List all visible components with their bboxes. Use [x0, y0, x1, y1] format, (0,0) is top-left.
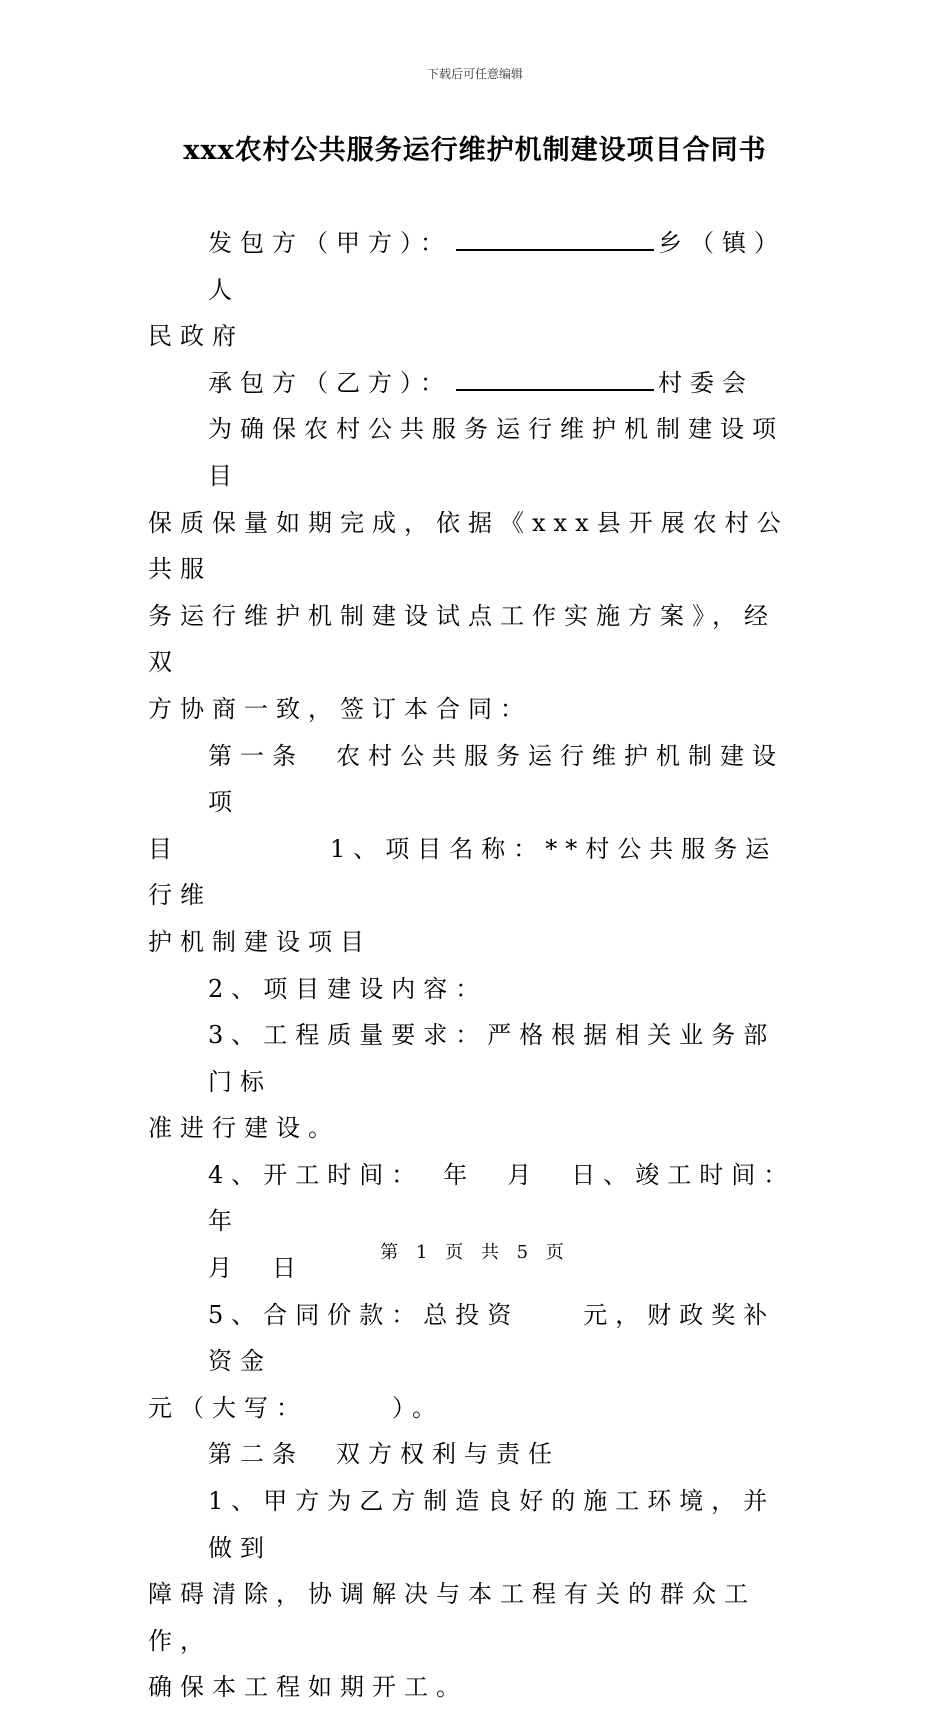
intro-line-2: 保质保量如期完成，依据《xxx县开展农村公共服	[148, 508, 789, 584]
article-2-item-1: 1、甲方为乙方制造良好的施工环境，并做到	[208, 1487, 776, 1562]
intro-line-4: 方协商一致，签订本合同：	[148, 694, 532, 723]
party-a-suffix: 乡（镇）人	[208, 229, 786, 304]
article-1-item-1-cont: 护机制建设项目	[148, 927, 372, 956]
intro-line-1: 为确保农村公共服务运行维护机制建设项目	[208, 415, 784, 490]
article-2-item-1-cont-2: 确保本工程如期开工。	[148, 1673, 468, 1702]
article-1-item-3: 3、工程质量要求：严格根据相关业务部门标	[208, 1021, 776, 1096]
intro-line-3: 务运行维护机制建设试点工作实施方案》，经双	[148, 601, 776, 677]
article-2-heading: 第二条 双方权利与责任	[208, 1440, 560, 1469]
article-1-item-5-cont: 元（大写： ）。	[148, 1393, 444, 1422]
article-1-item-1: 1、项目名称：**村公共服务运行维	[148, 834, 778, 910]
party-b-label: 承包方（乙方）：	[208, 368, 452, 397]
party-a-blank	[456, 227, 654, 251]
party-a-line	[148, 220, 800, 313]
article-1-item-4: 4、开工时间： 年 月 日、竣工时间： 年	[208, 1160, 848, 1236]
article-1-item-4-cont: 月 日	[208, 1254, 304, 1283]
party-b-line	[148, 360, 800, 407]
article-1-heading-cont	[148, 826, 800, 919]
document-title: xxx农村公共服务运行维护机制建设项目合同书	[183, 135, 767, 166]
contract-body	[148, 220, 848, 1711]
article-1-heading: 第一条 农村公共服务运行维护机制建设项	[208, 741, 784, 817]
party-b-blank	[456, 367, 654, 391]
party-a-line-cont: 民政府	[148, 322, 244, 351]
article-1-item-3-cont: 准进行建设。	[148, 1114, 340, 1143]
article-2-item-1-cont-1: 障碍清除，协调解决与本工程有关的群众工作，	[148, 1580, 756, 1655]
party-b-suffix: 村委会	[658, 368, 754, 397]
page-number: 第 1 页 共 5 页	[380, 1242, 570, 1263]
header-note: 下载后可任意编辑	[426, 67, 523, 81]
article-1-heading-tail: 目	[148, 834, 180, 863]
article-1-item-2: 2、项目建设内容：	[208, 974, 488, 1003]
party-a-label: 发包方（甲方）：	[208, 229, 452, 257]
article-1-item-5: 5、合同价款：总投资 元，财政奖补资金	[208, 1300, 776, 1376]
